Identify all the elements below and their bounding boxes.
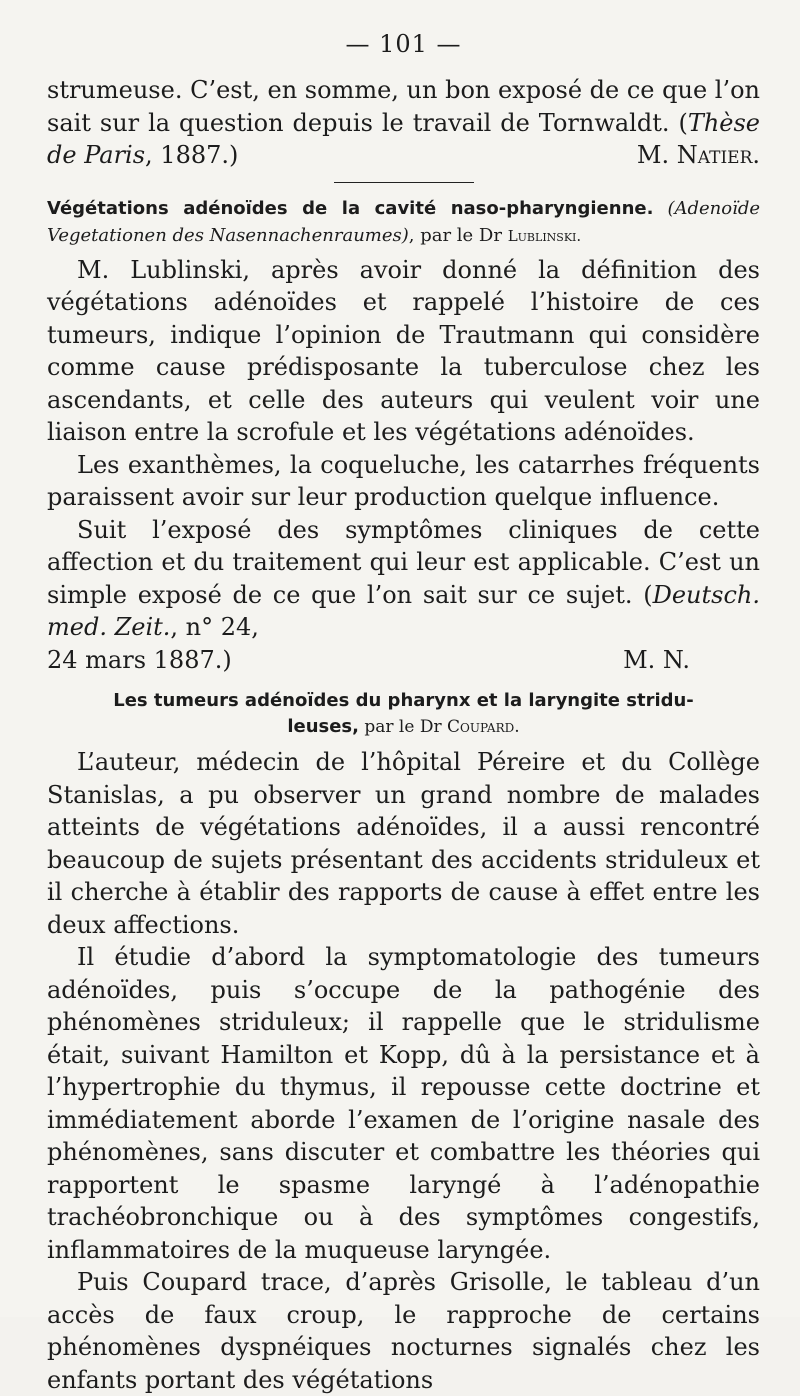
section1-last-text-end: , n° 24, [170, 613, 259, 641]
section2-title-line2-wrap [47, 714, 760, 740]
section2-paragraph: L’auteur, médecin de l’hôpital Péreire et du Collège Stanislas, a pu observer un grand nombre de malades atteints de végétations adénoïdes, il a aussi rencontré beaucoup de sujets présentant des accidents striduleux et il cherche à établir des rapports de cause à effet entre les deux affections. [47, 748, 760, 939]
section1-signature-line [47, 644, 760, 677]
section1-paragraph: M. Lublinski, après avoir donné la définition des végétations adénoïdes et rappelé l’histoire de ces tumeurs, indique l’opinion de Trautmann qui considère comme cause prédisposante la tuberculose chez les ascendants, et celle des auteurs qui veulent voir une liaison entre la scrofule et les végétations adénoïdes. [47, 255, 760, 446]
intro-signature: M. Natier. [636, 141, 760, 169]
section2-paragraph: Puis Coupard trace, d’après Grisolle, le tableau d’un accès de faux croup, le rapproche de certains phénomènes dyspnéiques nocturnes signalés chez les enfants portant des végétations [47, 1268, 760, 1394]
intro-text: strumeuse. C’est, en somme, un bon exposé de ce que l’on sait sur la question depuis le travail de Tornwaldt. ( [47, 76, 761, 137]
section1-by: , par le Dr [408, 224, 508, 246]
section2-author: Coupard. [447, 717, 520, 737]
intro-text-end: , 1887.) [145, 141, 239, 169]
section1-citation: Deutsch. med. Zeit. [47, 580, 760, 641]
section-divider [334, 182, 474, 183]
section1-paragraph-last [47, 514, 760, 644]
section1-subtitle: (Adenoïde Vegetationen des Nasennachenraumes) [47, 197, 760, 246]
section1-signature: M. N. [623, 645, 690, 674]
section2-heading [47, 688, 760, 740]
section1-heading [47, 195, 760, 250]
intro-citation: Thèse de Paris [47, 108, 760, 169]
section1-last-text: Suit l’exposé des symptômes cliniques de cette affection et du traitement qui leur est applicable. C’est un simple exposé de ce que l’on sait sur ce sujet. ( [47, 515, 760, 609]
section1-title: Végétations adénoïdes de la cavité naso-pharyngienne. [47, 197, 654, 219]
section2-paragraph: Il étudie d’abord la symptomatologie des tumeurs adénoïdes, puis s’occupe de la pathogénie des phénomènes striduleux; il rappelle que le stridulisme était, suivant Hamilton et Kopp, dû à la persistance et à l’hypertrophie du thymus, il repousse cette doctrine et immédiatement aborde l’examen de l’origine nasale des phénomènes, sans discuter et combattre les théories qui rapportent le spasme laryngé à l’adénopathie trachéobronchique ou à des symptômes congestifs, inflammatoires de la muqueuse laryngée. [47, 943, 760, 1264]
section2-title-line2: leuses, [287, 716, 359, 737]
section1-author: Lublinski. [507, 226, 582, 245]
section1-date: 24 mars 1887.) [47, 645, 232, 674]
section1-paragraph: Les exanthèmes, la coqueluche, les catarrhes fréquents paraissent avoir sur leur production quelque influence. [47, 450, 760, 511]
section2-title-line1: Les tumeurs adénoïdes du pharynx et la laryngite stridu- [113, 690, 694, 711]
section2-by: par le Dr [358, 717, 447, 737]
page-number: — 101 — [345, 30, 462, 58]
